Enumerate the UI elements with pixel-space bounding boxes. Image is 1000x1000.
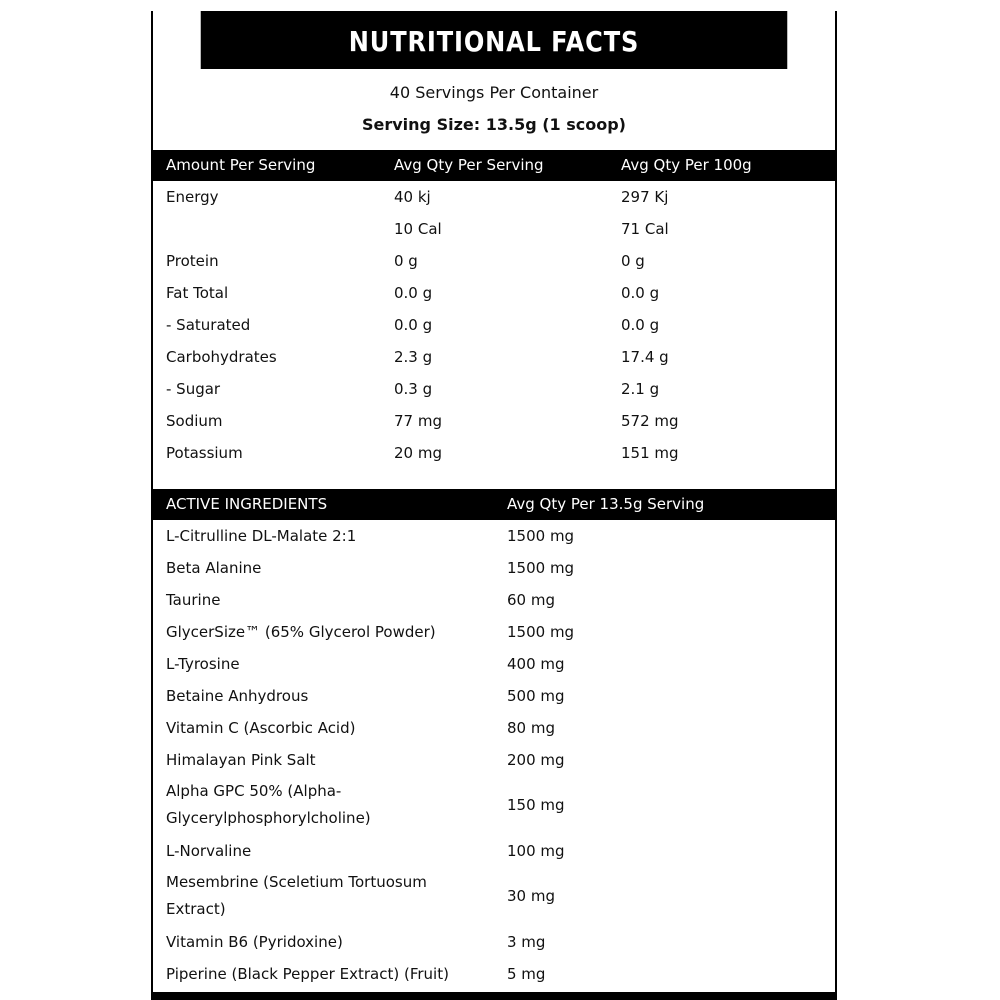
- nutrient-per-serving: 0.3 g: [394, 380, 433, 398]
- header-active-ingredients: ACTIVE INGREDIENTS: [166, 495, 328, 513]
- nutrient-per-100g: 572 mg: [621, 412, 679, 430]
- nutrient-per-serving: 2.3 g: [394, 348, 433, 366]
- ingredient-qty: 1500 mg: [507, 559, 575, 577]
- bottom-border: [153, 992, 835, 1000]
- nutrient-per-serving: 0.0 g: [394, 316, 433, 334]
- table-row: [153, 437, 835, 469]
- header-per-100g: Avg Qty Per 100g: [621, 156, 752, 174]
- table-row: [153, 277, 835, 309]
- ingredient-qty: 400 mg: [507, 655, 565, 673]
- table-row: [153, 867, 835, 926]
- nutrient-per-serving: 0 g: [394, 252, 418, 270]
- ingredient-name: Beta Alanine: [166, 559, 262, 577]
- nutrient-name: Carbohydrates: [166, 348, 277, 366]
- servings-per-container: 40 Servings Per Container: [389, 83, 599, 102]
- ingredient-qty: 150 mg: [507, 796, 565, 814]
- ingredient-qty: 60 mg: [507, 591, 555, 609]
- nutrition-header: [153, 150, 835, 181]
- table-row: [153, 213, 835, 245]
- ingredient-name: Mesembrine (Sceletium Tortuosum Extract): [166, 873, 427, 918]
- table-row: [153, 245, 835, 277]
- nutrient-per-serving: 0.0 g: [394, 284, 433, 302]
- panel-title: NUTRITIONAL FACTS: [201, 11, 788, 69]
- ingredient-name: Vitamin C (Ascorbic Acid): [166, 719, 356, 737]
- ingredient-qty: 200 mg: [507, 751, 565, 769]
- table-row: [153, 341, 835, 373]
- nutrient-per-100g: 0.0 g: [621, 316, 660, 334]
- ingredient-qty: 5 mg: [507, 965, 546, 983]
- table-row: [153, 776, 835, 835]
- nutrient-per-100g: 71 Cal: [621, 220, 669, 238]
- nutrient-per-100g: 2.1 g: [621, 380, 660, 398]
- nutrient-name: Potassium: [166, 444, 243, 462]
- ingredient-qty: 30 mg: [507, 887, 555, 905]
- ingredient-name: L-Norvaline: [166, 842, 252, 860]
- nutrient-name: - Sugar: [166, 380, 221, 398]
- table-row: [153, 835, 835, 867]
- nutrient-per-100g: 0.0 g: [621, 284, 660, 302]
- table-row: [153, 680, 835, 712]
- table-row: [153, 926, 835, 958]
- ingredient-name: Alpha GPC 50% (Alpha-Glycerylphosphorylcholine): [166, 782, 371, 827]
- table-row: [153, 405, 835, 437]
- active-ingredients-header: [153, 489, 835, 520]
- table-row: [153, 744, 835, 776]
- table-row: [153, 616, 835, 648]
- ingredient-name: Vitamin B6 (Pyridoxine): [166, 933, 343, 951]
- nutrition-panel: [151, 11, 837, 1000]
- table-row: [153, 373, 835, 405]
- ingredient-qty: 100 mg: [507, 842, 565, 860]
- table-row: [153, 648, 835, 680]
- nutrient-per-serving: 20 mg: [394, 444, 442, 462]
- ingredient-name: L-Tyrosine: [166, 655, 240, 673]
- table-row: [153, 552, 835, 584]
- header-active-qty: Avg Qty Per 13.5g Serving: [507, 495, 705, 513]
- header-amount: Amount Per Serving: [166, 156, 316, 174]
- header-per-serving: Avg Qty Per Serving: [394, 156, 544, 174]
- nutrient-per-100g: 17.4 g: [621, 348, 669, 366]
- ingredient-qty: 1500 mg: [507, 623, 575, 641]
- nutrient-per-100g: 297 Kj: [621, 188, 669, 206]
- nutrient-per-serving: 77 mg: [394, 412, 442, 430]
- serving-size: Serving Size: 13.5g (1 scoop): [361, 115, 626, 134]
- ingredient-qty: 500 mg: [507, 687, 565, 705]
- nutrient-per-100g: 151 mg: [621, 444, 679, 462]
- ingredient-name: GlycerSize™ (65% Glycerol Powder): [166, 623, 436, 641]
- table-row: [153, 712, 835, 744]
- table-row: [153, 309, 835, 341]
- nutrient-per-serving: 40 kj: [394, 188, 431, 206]
- nutrient-name: - Saturated: [166, 316, 251, 334]
- table-row: [153, 958, 835, 990]
- ingredient-qty: 80 mg: [507, 719, 555, 737]
- ingredient-name: Taurine: [166, 591, 221, 609]
- ingredient-qty: 1500 mg: [507, 527, 575, 545]
- ingredient-name: Himalayan Pink Salt: [166, 751, 316, 769]
- ingredient-name: Betaine Anhydrous: [166, 687, 309, 705]
- table-row: [153, 181, 835, 213]
- nutrient-name: Fat Total: [166, 284, 229, 302]
- table-row: [153, 584, 835, 616]
- nutrient-per-100g: 0 g: [621, 252, 645, 270]
- nutrient-name: Protein: [166, 252, 219, 270]
- nutrient-name: Sodium: [166, 412, 223, 430]
- ingredient-name: L-Citrulline DL-Malate 2:1: [166, 527, 357, 545]
- table-row: [153, 520, 835, 552]
- nutrient-per-serving: 10 Cal: [394, 220, 442, 238]
- nutrient-name: Energy: [166, 188, 219, 206]
- ingredient-name: Piperine (Black Pepper Extract) (Fruit): [166, 965, 449, 983]
- ingredient-qty: 3 mg: [507, 933, 546, 951]
